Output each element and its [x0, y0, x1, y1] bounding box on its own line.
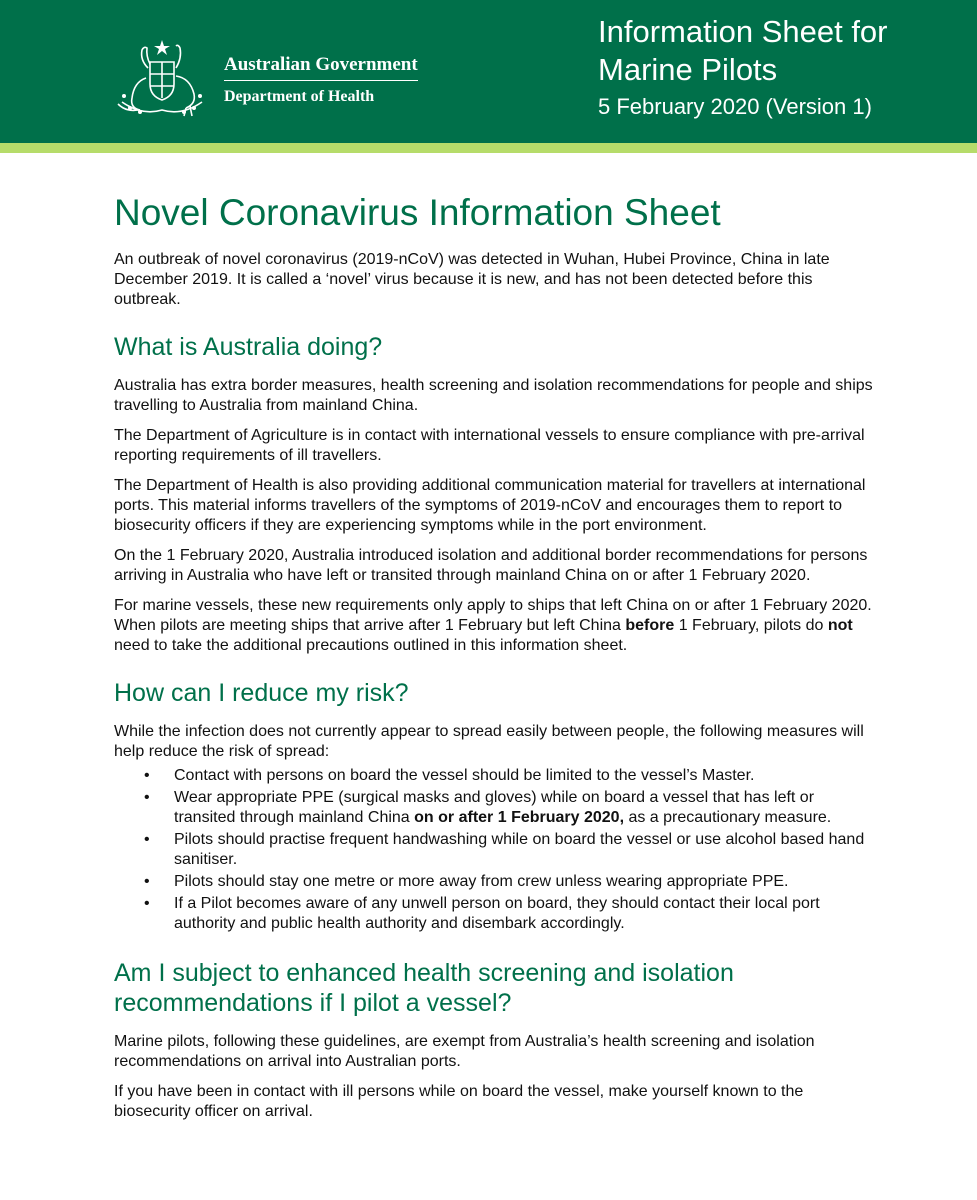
- sheet-title: [598, 13, 888, 89]
- sheet-title-line1: Information Sheet for: [598, 14, 888, 49]
- text-run: need to take the additional precautions outlined in this information sheet.: [114, 637, 628, 654]
- intro-paragraph: An outbreak of novel coronavirus (2019-nCoV) was detected in Wuhan, Hubei Province, China in late December 2019. It is called a ‘novel’ virus because it is new, and has not been detected before this outbreak.: [114, 251, 830, 308]
- text-run: 1 February, pilots do: [674, 617, 828, 634]
- paragraph: Australia has extra border measures, health screening and isolation recommendations for people and ships travelling to Australia from mainland China.: [114, 377, 873, 414]
- risk-measures-list: [114, 766, 874, 934]
- agency-divider: [224, 80, 418, 81]
- section-heading-reduce-risk: How can I reduce my risk?: [114, 679, 409, 707]
- header-banner: [0, 0, 977, 143]
- list-item: • Pilots should stay one metre or more away from crew unless wearing appropriate PPE.: [174, 872, 874, 892]
- text-run: as a precautionary measure.: [624, 809, 832, 826]
- emphasis-before: before: [625, 617, 675, 634]
- paragraph: The Department of Agriculture is in contact with international vessels to ensure compliance with pre-arrival reporting requirements of ill travellers.: [114, 427, 865, 464]
- paragraph: The Department of Health is also providing additional communication material for travellers at international ports. This material informs travellers of the symptoms of 2019-nCoV and encourages them to report to biosecurity officers if they are experiencing symptoms while in the port environment.: [114, 477, 866, 534]
- list-item: • Contact with persons on board the vessel should be limited to the vessel’s Master.: [174, 766, 874, 786]
- paragraph: If you have been in contact with ill persons while on board the vessel, make yourself known to the biosecurity officer on arrival.: [114, 1083, 804, 1120]
- list-item: [174, 788, 874, 828]
- sheet-title-line2: Marine Pilots: [598, 52, 778, 87]
- emphasis-not: not: [827, 617, 853, 634]
- text-run: Wear appropriate PPE (surgical masks and gloves) while on board a vessel that has left or transited through mainland China: [174, 789, 815, 826]
- text-run: For marine vessels, these new requirements only apply to ships that left China on or after 1 February 2020. When pilots are meeting ships that arrive after 1 February but left China: [114, 597, 872, 634]
- coat-of-arms-icon: [112, 38, 212, 120]
- list-item: • Pilots should practise frequent handwashing while on board the vessel or use alcohol based hand sanitiser.: [174, 830, 874, 870]
- page-title: Novel Coronavirus Information Sheet: [114, 192, 721, 233]
- paragraph: Marine pilots, following these guidelines, are exempt from Australia’s health screening and isolation recommendations on arrival into Australian ports.: [114, 1033, 815, 1070]
- agency-department: Department of Health: [224, 88, 375, 105]
- list-item: • If a Pilot becomes aware of any unwell person on board, they should contact their local port authority and public health authority and disembark accordingly.: [174, 894, 874, 934]
- sheet-date: 5 February 2020 (Version 1): [598, 94, 872, 119]
- agency-government: Australian Government: [224, 54, 418, 75]
- agency-name: [224, 54, 418, 107]
- section-heading-screening: Am I subject to enhanced health screening and isolation recommendations if I pilot a vessel?: [114, 959, 734, 1017]
- header-stripe: [0, 143, 977, 153]
- emphasis-date: on or after 1 February 2020,: [414, 809, 625, 826]
- document-body: [114, 186, 874, 1132]
- paragraph-marine-vessels: [114, 596, 874, 656]
- section-heading-australia: What is Australia doing?: [114, 333, 383, 361]
- paragraph: On the 1 February 2020, Australia introduced isolation and additional border recommendations for persons arriving in Australia who have left or transited through mainland China on or after 1 February 2020.: [114, 547, 868, 584]
- paragraph: While the infection does not currently appear to spread easily between people, the following measures will help reduce the risk of spread:: [114, 723, 864, 760]
